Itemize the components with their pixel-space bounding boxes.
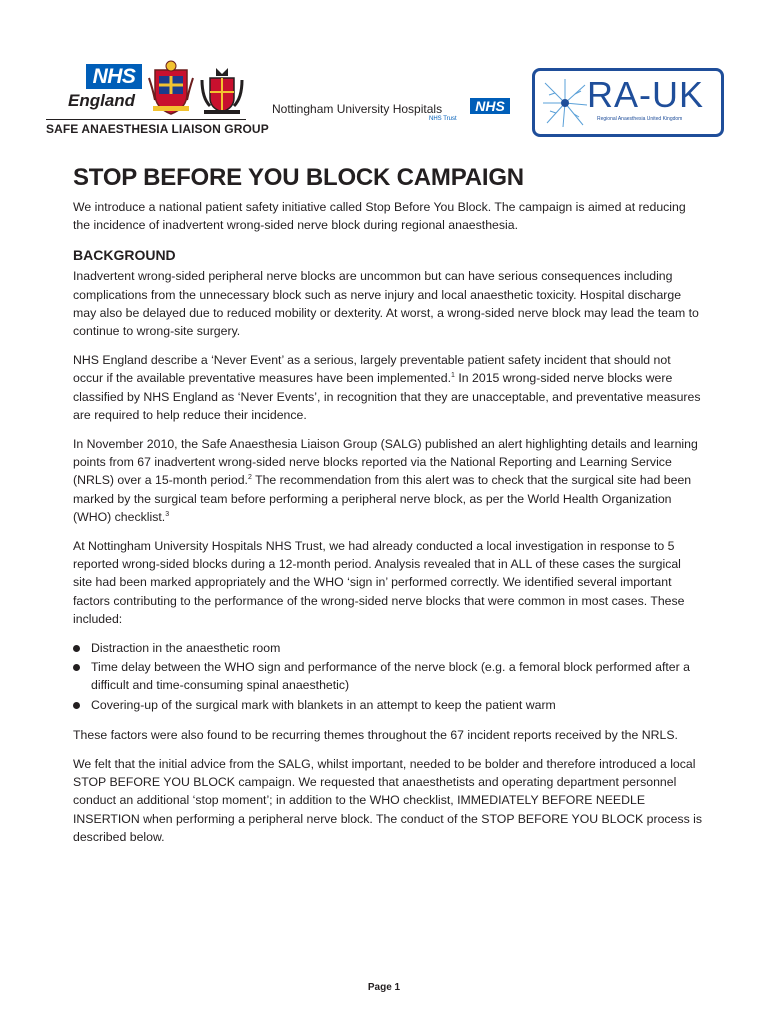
ra-uk-logo [532,68,724,137]
section-heading: BACKGROUND [73,247,176,264]
paragraph-salg-alert [73,435,703,526]
text-run: NHS England describe a ‘Never Event’ as a serious, largely preventable patient safety incident that should not occur if the available preventative measures have been implemented. [73,353,671,386]
intro-paragraph: We introduce a national patient safety initiative called Stop Before You Block. The campaign is aimed at reducing the incidence of inadvertent wrong-sided nerve block during regional anaesthesia. [73,200,686,233]
list-item [73,658,703,694]
ra-uk-subtitle: Regional Anaesthesia United Kingdom [597,116,683,122]
reference-mark: 1 [451,372,455,380]
bullet-icon [73,702,80,709]
header-logos [0,0,768,150]
bullet-icon [73,664,80,671]
paragraph-recurring-themes: These factors were also found to be recurring themes throughout the 67 incident reports received by the NRLS. [73,727,678,742]
nuh-logo [272,98,512,130]
paragraph-never-event [73,351,703,424]
hospital-nhs-box: NHS [470,98,510,114]
hospital-trust-label: NHS Trust [429,116,457,122]
text-run: In 2015 wrong-sided nerve blocks were classified by NHS England as ‘Never Events’, in recognition that they are unacceptable, and preventative measures are required to help reduce their incidence. [73,371,701,422]
paragraph-local-investigation: At Nottingham University Hospitals NHS Trust, we had already conducted a local investigation in response to 5 reported wrong-sided blocks during a 12-month period. Analysis revealed that in ALL of these cases the surgical site had been marked appropriately and the WHO ‘sign in’ performed correctly. We identified several important factors contributing to the performance of the wrong-sided nerve blocks that were common in most cases. These included: [73,539,685,626]
hospital-name: Nottingham University Hospitals [272,102,443,116]
nerve-cell-icon [541,77,589,129]
list-item-text: Covering-up of the surgical mark with blankets in an attempt to keep the patient warm [91,697,556,712]
list-item [73,639,703,657]
reference-mark: 2 [247,474,252,482]
text-run: The recommendation from this alert was to check that the surgical site had been marked by the surgical team before performing a peripheral nerve block, as per the World Health Organization (WHO) checklist. [73,473,692,524]
list-item [73,696,703,714]
paragraph-consequences: Inadvertent wrong-sided peripheral nerve blocks are uncommon but can have serious consequences including complications from the unnecessary block such as nerve injury and local anaesthetic toxicity. Hospital discharge may also be delayed due to reduced mobility or dexterity. At worst, a wrong-sided nerve block may lead the team to continue to wrong-site surgery. [73,269,699,339]
reference-mark: 3 [165,510,170,518]
document-body [73,160,703,846]
page-number: Page 1 [367,982,401,993]
ra-uk-title: RA-UK [587,74,705,115]
nhs-region-label: England [68,91,136,110]
coat-of-arms-icon [147,60,195,116]
list-item-text: Time delay between the WHO sign and performance of the nerve block (e.g. a femoral block performed after a difficult and time-consuming spinal anaesthetic) [91,660,690,693]
paragraph-campaign: We felt that the initial advice from the SALG, whilst important, needed to be bolder and therefore introduced a local STOP BEFORE YOU BLOCK campaign. We requested that anaesthetists and operating department personnel conduct an additional ‘stop moment’; in addition to the WHO checklist, IMMEDIATELY BEFORE NEEDLE INSERTION when performing a peripheral nerve block. The conduct of the STOP BEFORE YOU BLOCK process is described below. [73,757,703,844]
salg-name: SAFE ANAESTHESIA LIAISON GROUP [46,122,269,136]
list-item-text: Distraction in the anaesthetic room [91,641,281,656]
text-run: In November 2010, the Safe Anaesthesia Liaison Group (SALG) published an alert highlighting details and learning points from 67 inadvertent wrong-sided nerve blocks reported via the National Reporting and Learning Service (NRLS) over a 15-month period. [73,437,698,488]
nhs-logo-box: NHS [86,64,142,89]
factor-list [73,639,703,714]
bullet-icon [73,645,80,652]
header-divider [46,119,246,120]
page-title: STOP BEFORE YOU BLOCK CAMPAIGN [73,164,524,191]
royal-arms-icon [200,64,244,116]
